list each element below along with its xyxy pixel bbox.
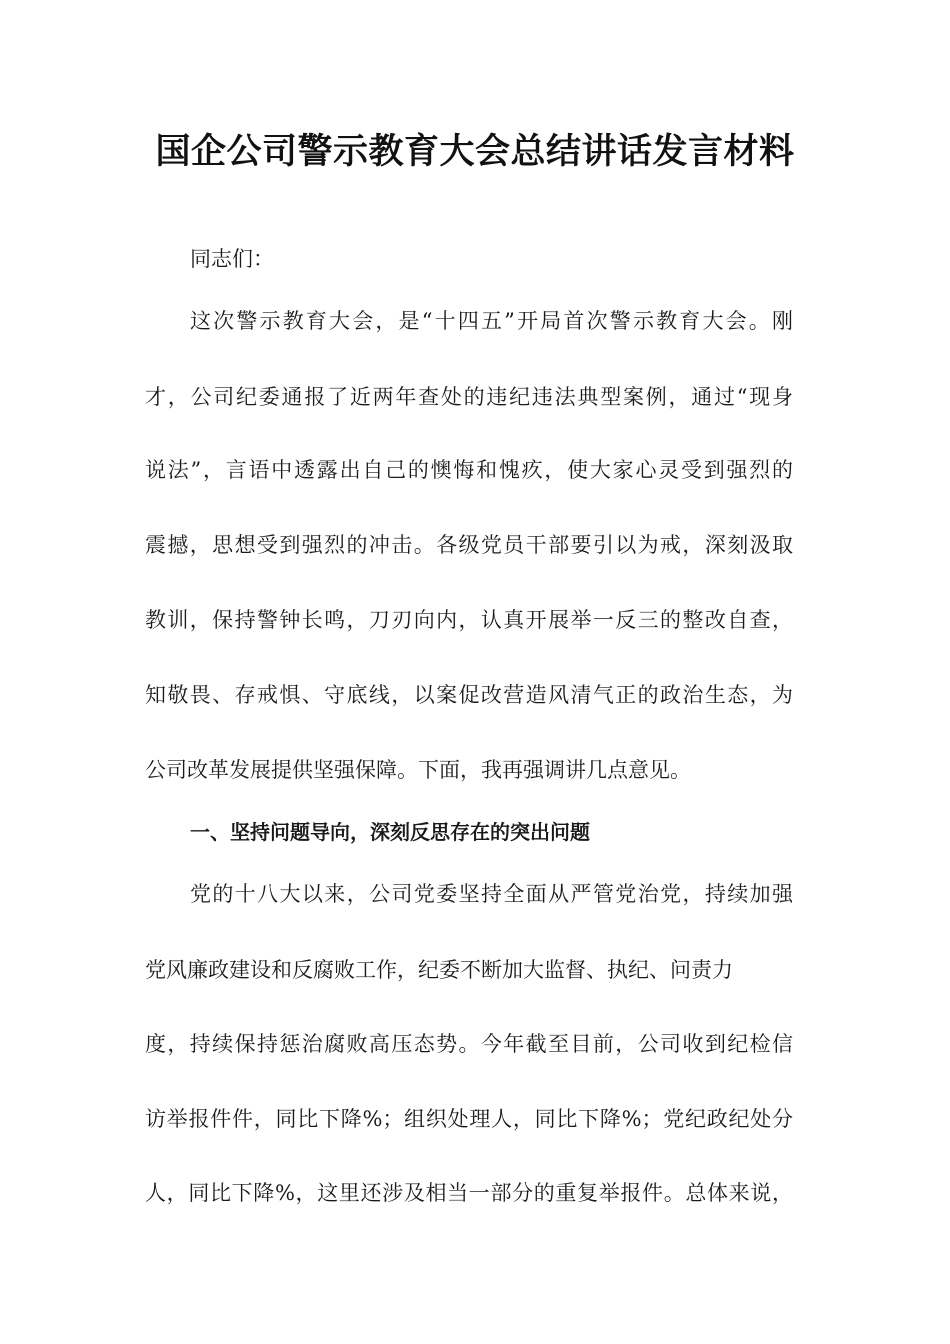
- salutation: 同志们：: [190, 247, 274, 271]
- paragraph2-line2: 党风廉政建设和反腐败工作，纪委不断加大监督、执纪、问责力: [145, 958, 733, 982]
- paragraph2-line1: 党的十八大以来，公司党委坚持全面从严管党治党，持续加强: [190, 882, 793, 906]
- section1-heading: 一、坚持问题导向，深刻反思存在的突出问题: [190, 820, 590, 844]
- document-title: 国企公司警示教育大会总结讲话发言材料: [155, 132, 795, 172]
- paragraph2-line5: 人，同比下降%，这里还涉及相当一部分的重复举报件。总体来说，: [145, 1181, 793, 1205]
- paragraph2-line4: 访举报件件，同比下降%；组织处理人，同比下降%；党纪政纪处分: [145, 1107, 793, 1131]
- paragraph1-line5: 教训，保持警钟长鸣，刀刃向内，认真开展举一反三的整改自查，: [145, 608, 793, 632]
- paragraph2-line3: 度，持续保持惩治腐败高压态势。今年截至目前，公司收到纪检信: [145, 1032, 793, 1056]
- paragraph1-line6: 知敬畏、存戒惧、守底线，以案促改营造风清气正的政治生态，为: [145, 683, 793, 707]
- paragraph1-line2: 才，公司纪委通报了近两年查处的违纪违法典型案例，通过“现身: [145, 385, 793, 409]
- paragraph1-line3: 说法”，言语中透露出自己的懊悔和愧疚，使大家心灵受到强烈的: [145, 458, 793, 482]
- paragraph1-line7: 公司改革发展提供坚强保障。下面，我再强调讲几点意见。: [145, 758, 691, 782]
- paragraph1-line1: 这次警示教育大会，是“十四五”开局首次警示教育大会。刚: [190, 309, 793, 333]
- paragraph1-line4: 震撼，思想受到强烈的冲击。各级党员干部要引以为戒，深刻汲取: [145, 533, 793, 557]
